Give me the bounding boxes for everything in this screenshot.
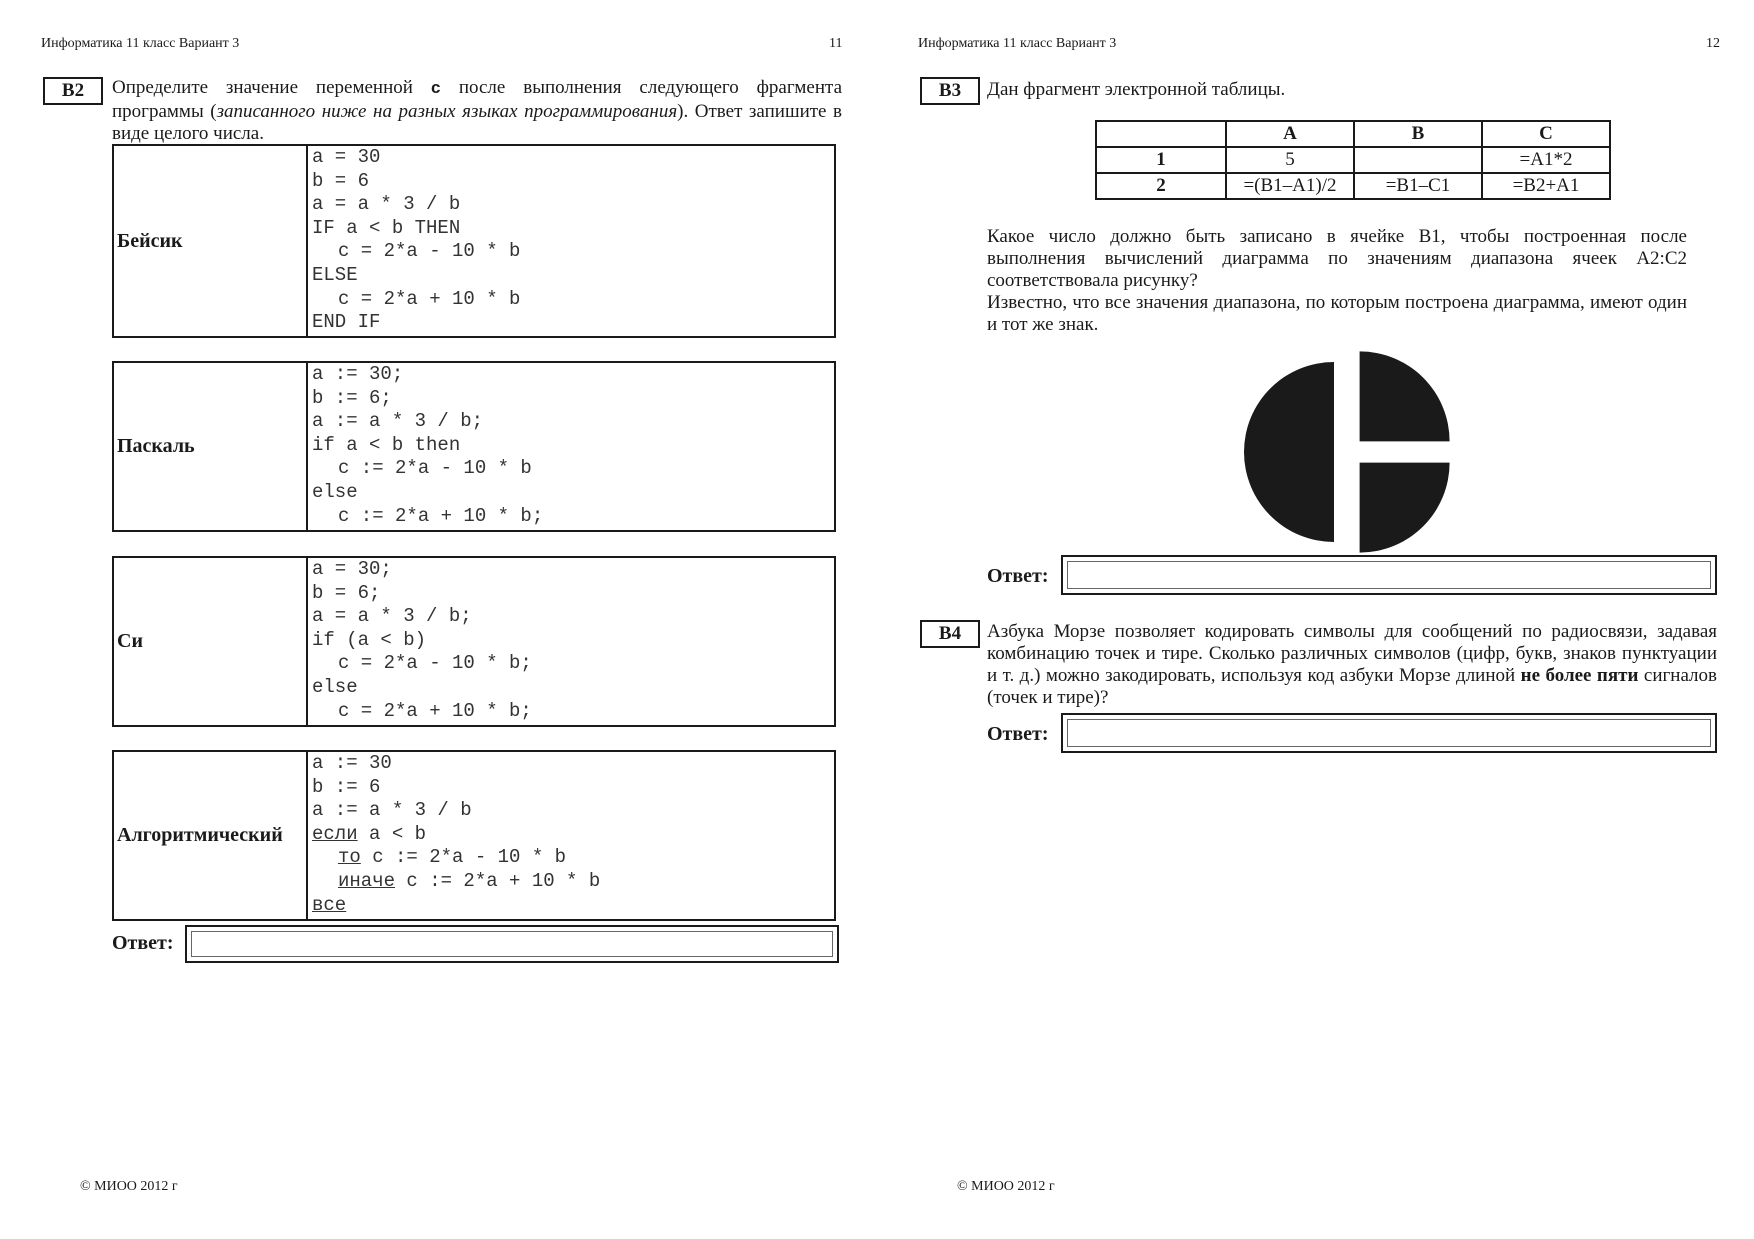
table-cell: =B1–C1 [1354,173,1482,199]
code-line: c := 2*a + 10 * b; [338,504,544,527]
code-line: a = 30 [312,146,381,168]
page-number: 11 [829,36,843,51]
table-row [1096,173,1610,199]
pie-slice [1244,362,1334,542]
code-line-end [312,894,834,918]
table-row [1096,147,1610,173]
answer-field-inner [1067,719,1711,747]
program-c [112,556,836,727]
corner-cell [1096,121,1226,147]
code-line: else [312,675,358,698]
table-cell: =B2+A1 [1482,173,1610,199]
column-header: B [1354,121,1482,147]
code-line: a = a * 3 / b [312,193,461,216]
code-block [310,146,834,335]
task-b3-condition: Известно, что все значения диапазона, по которым построена диаграмма, имеют один и тот же знак. [987,292,1687,335]
code-line: END IF [312,311,381,334]
page-header-title: Информатика 11 класс Вариант 3 [41,36,240,51]
answer-field-b4[interactable] [1061,713,1717,753]
code-line: a := 30 [312,752,392,774]
pie-slice [1360,463,1450,553]
code-line: b := 6 [312,775,381,798]
answer-field-inner [1067,561,1711,589]
exploded-pie-chart [1239,340,1479,560]
task-b2-text: Определите значение переменной c после выполнения следующего фрагмента программы (записанного ниже на разных языках программирования). Ответ запишите в виде целого числа. [112,77,842,144]
answer-field-b2[interactable] [185,925,839,963]
code-line: a := a * 3 / b [312,799,472,822]
footer-copyright: © МИОО 2012 г [80,1179,178,1194]
keyword-if: если [312,822,358,845]
code-block [310,363,834,528]
code-line: a := 30; [312,363,404,385]
keyword-else: иначе [338,869,396,892]
code-line: a = a * 3 / b; [312,605,472,628]
code-line-else: иначе c := 2*a + 10 * b [338,869,601,892]
code-line: c = 2*a - 10 * b; [338,652,532,675]
pie-slice [1360,351,1450,441]
program-algorithmic [112,750,836,921]
code-line: b := 6; [312,386,392,409]
table-cell: 5 [1226,147,1354,173]
task-b3-question: Какое число должно быть записано в ячейке B1, чтобы построенная после выполнения вычислений диаграмма по значениям диапазона ячеек A2:C2 соответствовала рисунку? [987,226,1687,291]
answer-label-b2: Ответ: [112,932,174,954]
code-block [310,558,834,723]
spreadsheet-fragment [1095,120,1611,200]
code-line-then: то c := 2*a - 10 * b [338,846,567,869]
page-header-title: Информатика 11 класс Вариант 3 [918,36,1117,51]
table-cell: =A1*2 [1482,147,1610,173]
table-header-row [1096,121,1610,147]
right-page [877,0,1754,1239]
code-line: else [312,480,358,503]
task-label-b2: B2 [43,77,103,105]
answer-label-b3: Ответ: [987,565,1049,587]
footer-copyright: © МИОО 2012 г [957,1179,1055,1194]
language-label: Паскаль [114,363,308,530]
task-label-b4: B4 [920,620,980,648]
language-label: Алгоритмический [114,752,308,919]
keyword-end: все [312,893,347,916]
language-label: Си [114,558,308,725]
task-b3-intro: Дан фрагмент электронной таблицы. [987,79,1286,100]
code-line: ELSE [312,263,358,286]
variable-name: c [430,80,441,99]
code-line: c = 2*a + 10 * b [338,287,521,310]
program-basic [112,144,836,338]
task-label-b3: B3 [920,77,980,105]
language-label: Бейсик [114,146,308,336]
column-header: C [1482,121,1610,147]
code-line: if (a < b) [312,628,427,651]
task-b4-text: Азбука Морзе позволяет кодировать символы для сообщений по радиосвязи, задавая комбинацию точек и тире. Сколько различных символов (цифр, букв, знаков пунктуации и т. д.) можно закодировать, используя код азбуки Морзе длиной не более пяти сигналов (точек и тире)? [987,621,1717,708]
code-line: c = 2*a + 10 * b; [338,699,532,722]
code-line: a = 30; [312,558,392,580]
answer-label-b4: Ответ: [987,723,1049,745]
code-line: b = 6 [312,169,370,192]
code-block [310,752,834,917]
program-pascal [112,361,836,532]
row-header: 1 [1096,147,1226,173]
code-line: a := a * 3 / b; [312,410,484,433]
pie-slices [1244,351,1450,552]
table-cell: =(B1–A1)/2 [1226,173,1354,199]
code-line: c := 2*a - 10 * b [338,457,532,480]
answer-field-b3[interactable] [1061,555,1717,595]
code-line: c = 2*a - 10 * b [338,240,521,263]
emphasis: не более пяти [1520,665,1639,686]
code-line: b = 6; [312,581,381,604]
code-line-if: если a < b [312,822,427,845]
keyword-then: то [338,846,361,869]
code-line: if a < b then [312,433,461,456]
table-cell [1354,147,1482,173]
code-line: IF a < b THEN [312,216,461,239]
answer-field-inner [191,931,833,957]
page-number: 12 [1706,36,1720,51]
row-header: 2 [1096,173,1226,199]
column-header: A [1226,121,1354,147]
